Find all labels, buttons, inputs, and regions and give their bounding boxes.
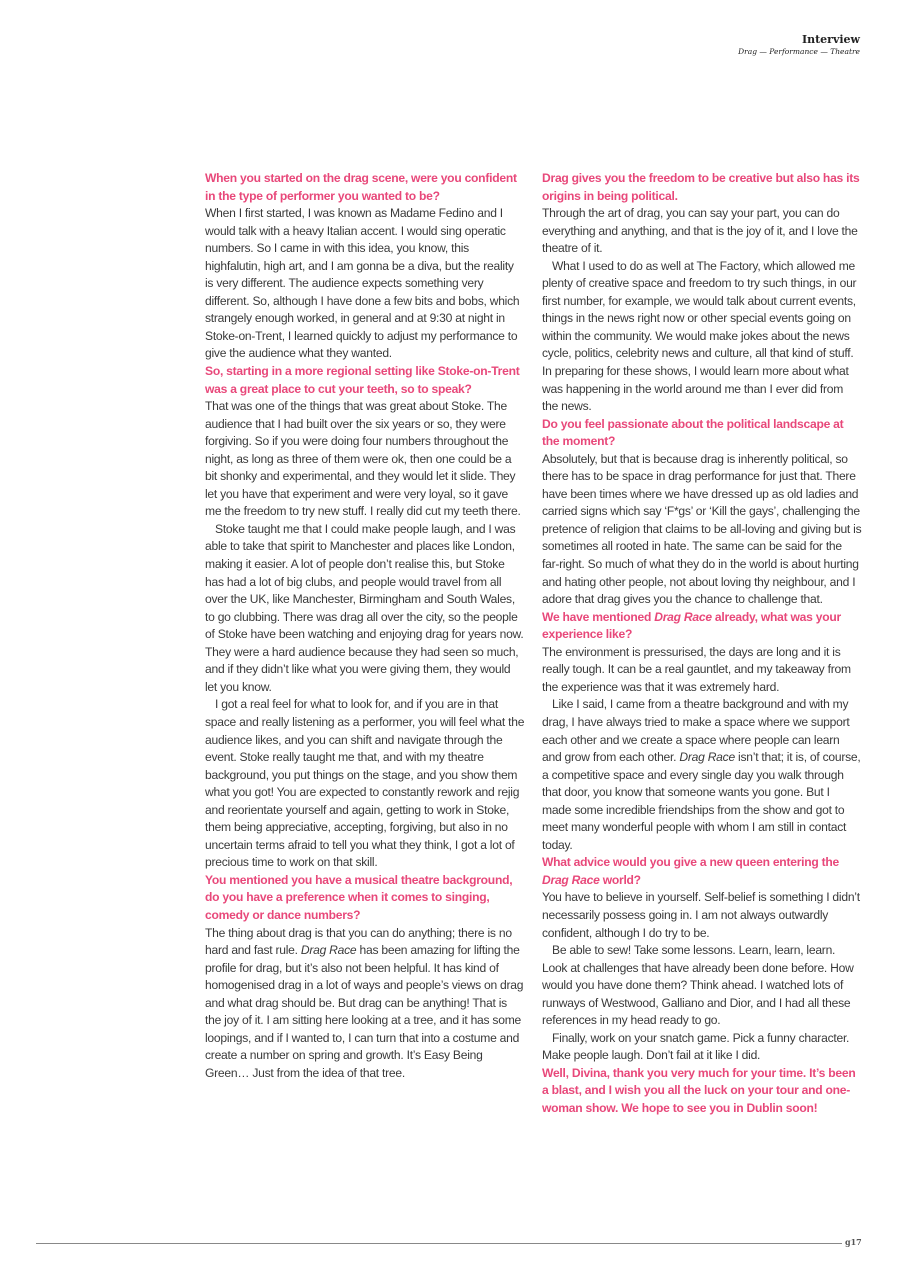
text-run: I got a real feel for what to look for, and if you are in that space and really listening as a performer, you will feel what the audience likes, and you can shift and navigate through the event. Stoke really taught me that, and with my theatre background, you put things on the stage, and you show them what you got! You are expected to constantly rework and rejig and reorientate yourself and again, getting to work in Stoke, them being appreciative, accepting, forgiving, but also in no uncertain terms afraid to tell you what they think, I got a lot of precious time to work on that skill. [205,697,525,870]
text-run: Absolutely, but that is because drag is inherently political, so there has to be space in drag performance for just that. There have been times where we have dressed up as old ladies and carried signs which say ‘F*gs’ or ‘Kill the gays’, challenging the pretence of religion that claims to be all-loving and giving but is sometimes all rooted in hate. The same can be said for the far-right. So much of what they do in the world is about hurting and hating other people, not about loving thy neighbour, and I adore that drag gives you the chance to challenge that. [542,451,862,607]
interview-question [542,170,862,205]
interview-question [542,609,862,644]
answer-paragraph [542,1030,862,1065]
interview-question [205,170,525,205]
section-title: Interview [801,33,860,46]
answer-paragraph [542,942,862,1030]
text-run: What advice would you give a new queen entering the [542,855,840,870]
answer-paragraph [542,451,862,609]
text-run: So, starting in a more regional setting like Stoke-on-Trent was a great place to cut your teeth, so to speak? [205,364,520,396]
italic-title: Drag Race [300,943,357,958]
text-run: The environment is pressurised, the days are long and it is really tough. It can be a real gauntlet, and my takeaway from the experience was that it was extremely hard. [542,644,851,694]
text-run: isn’t that; it is, of course, a competitive space and every single day you walk through that door, you know that someone wants you gone. But I made some incredible friendships from the show and got to meet many wonderful people with whom I am still in contact today. [542,750,861,852]
answer-paragraph [205,521,525,696]
footer-rule [36,1243,842,1244]
text-run: Finally, work on your snatch game. Pick a funny character. Make people laugh. Don’t fail at it like I did. [542,1030,850,1063]
answer-paragraph [205,398,525,521]
page-number: g17 [845,1237,862,1247]
text-run: That was one of the things that was great about Stoke. The audience that I had built over the six years or so, they were forgiving. So if you were doing four numbers throughout the night, as long as three of them were ok, then one could be a bit shonky and experimental, and they would let it slide. They let you have that experiment and were very loyal, so it gave me the freedom to try new stuff. I really did cut my teeth there. [205,399,521,519]
text-run: You mentioned you have a musical theatre background, do you have a preference when it comes to singing, comedy or dance numbers? [205,872,513,922]
answer-paragraph [542,696,862,854]
text-run: When you started on the drag scene, were you confident in the type of performer you wanted to be? [205,171,517,203]
text-run: has been amazing for lifting the profile for drag, but it’s also not been helpful. It has kind of homogenised drag in a lot of ways and people’s views on drag and what drag should be. But drag can be anything! That is the joy of it. I am sitting here looking at a tree, and it has some loopings, and if I wanted to, I can turn that into a costume and create a number on spring and growth. It’s Easy Being Green… Just from the idea of that tree. [205,943,524,1080]
answer-paragraph [205,696,525,871]
text-run: The thing about drag is that you can do anything; there is no hard and fast rule. [205,925,512,958]
interview-question [542,854,862,889]
interview-question [205,872,525,925]
text-run: Through the art of drag, you can say your part, you can do everything and anything, and that is the joy of it, and I love the theatre of it. [542,206,858,256]
answer-paragraph [542,644,862,697]
text-run: When I first started, I was known as Madame Fedino and I would talk with a heavy Italian accent. I would sing operatic numbers. So I came in with this idea, you know, this highfalutin, high art, and I am gonna be a diva, but the reality is very different. The audience expects something very different. So, although I have done a few bits and bobs, which strangely enough worked, in general and at 9:30 at night in Stoke-on-Trent, I learned quickly to adjust my performance to give the audience what they wanted. [205,206,520,361]
text-run: You have to believe in yourself. Self-belief is something I didn’t necessarily possess going in. I am not always outwardly confident, although I do try to be. [542,890,860,940]
text-run: What I used to do as well at The Factory, which allowed me plenty of creative space and freedom to try such things, in our first number, for example, we would talk about current events, things in the news right now or other special events going on within the community. We would make jokes about the news cycle, politics, celebrity news and culture, all that kind of stuff. In preparing for these shows, I would learn more about what was happening in the world around me than I ever did from the news. [542,258,857,414]
article-column-right [542,170,862,1118]
text-run: Well, Divina, thank you very much for your time. It’s been a blast, and I wish you all the luck on your tour and one-woman show. We hope to see you in Dublin soon! [542,1065,856,1115]
interview-question [542,416,862,451]
answer-paragraph [542,889,862,942]
text-run: world? [599,872,641,887]
page-header [738,33,860,56]
answer-paragraph [542,205,862,258]
section-tags: Drag — Performance — Theatre [738,47,860,56]
text-run: We have mentioned [542,609,655,624]
interview-question [542,1065,862,1118]
text-run: Be able to sew! Take some lessons. Learn, learn, learn. Look at challenges that have already been done before. How would you have done them? Think ahead. I watched lots of runways of Westwood, Galliano and Dior, and I had all these references in my head ready to go. [542,943,854,1028]
text-run: Like I said, I came from a theatre background and with my drag, I have always tried to make a space where we support each other and we create a space where people can learn and grow from each other. [542,697,850,765]
text-run: already, what was your experience like? [542,609,841,642]
italic-title: Drag Race [542,872,600,887]
text-run: Stoke taught me that I could make people laugh, and I was able to take that spirit to Manchester and places like London, making it easier. A lot of people don’t realise this, but Stoke has had a lot of big clubs, and people would travel from all over the UK, like Manchester, Birmingham and South Wales, to go clubbing. There was drag all over the city, so the people of Stoke have been watching and enjoying drag for years now. They were a hard audience because they had seen so much, and if they didn’t like what you were giving them, they would let you know. [205,521,524,694]
text-run: Do you feel passionate about the political landscape at the moment? [542,416,844,449]
interview-question [205,363,525,398]
article-column-left [205,170,525,1082]
answer-paragraph [205,925,525,1083]
italic-title: Drag Race [679,750,735,765]
text-run: Drag gives you the freedom to be creative but also has its origins in being political. [542,171,860,203]
answer-paragraph [205,205,525,363]
italic-title: Drag Race [654,609,712,624]
answer-paragraph [542,258,862,416]
